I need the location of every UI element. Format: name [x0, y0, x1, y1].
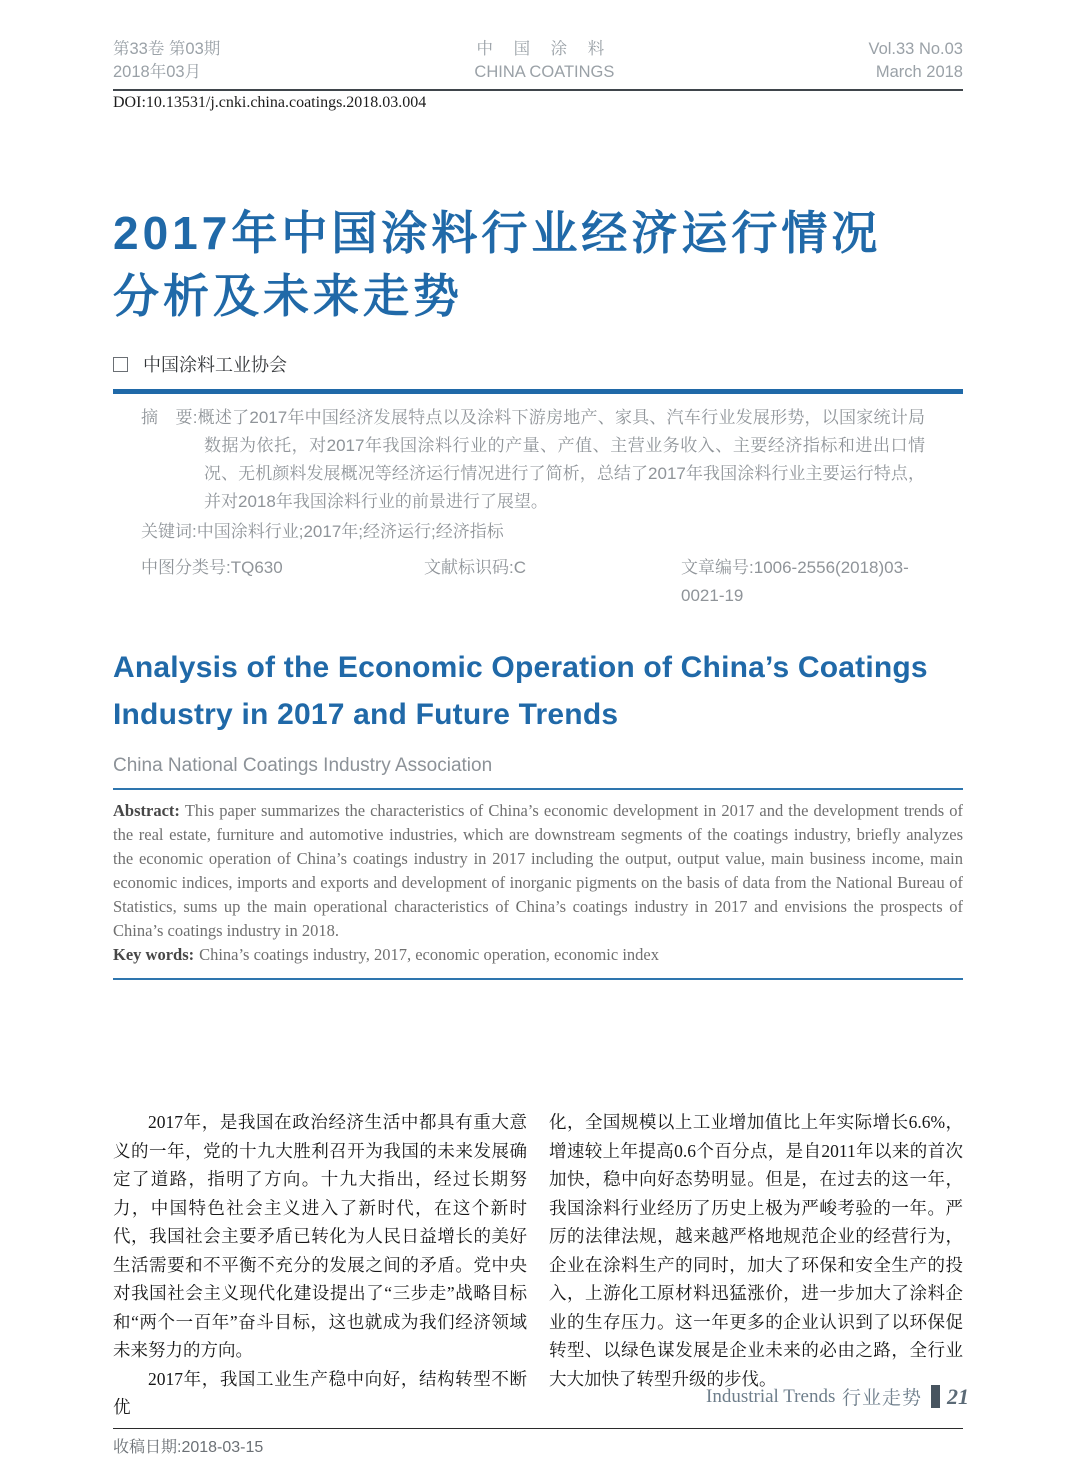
article-title-zh-line2: 分析及未来走势 [113, 270, 463, 322]
abstract-zh-paragraph [141, 404, 925, 516]
author-en: China National Coatings Industry Association [113, 755, 493, 776]
article-title-zh-line1: 2017年中国涂料行业经济运行情况 [113, 207, 882, 259]
header-right [868, 38, 963, 84]
volume-issue-zh: 第33卷 第03期 [113, 40, 221, 58]
received-date-line [113, 1434, 963, 1457]
body-paragraph-1: 2017年，是我国在政治经济生活中都具有重大意义的一年，党的十九大胜利召开为我国的未来发展确定了道路，指明了方向。十九大指出，经过长期努力，中国特色社会主义进入了新时代，在这个新时代，我国社会主要矛盾已转化为人民日益增长的美好生活需要和不平衡不充分的发展之间的矛盾。党中央对我国社会主义现代化建设提出了“三步走”战略目标和“两个一百年”奋斗目标，这也就成为我们经济领域未来努力的方向。 [113, 1112, 527, 1360]
header-center [474, 38, 614, 84]
abstract-zh-text: 概述了2017年中国经济发展特点以及涂料下游房地产、家具、汽车行业发展形势，以国家统计局数据为依托，对2017年我国涂料行业的产量、产值、主营业务收入、主要经济指标和进出口情况、无机颜料发展概况等经济运行情况进行了简析，总结了2017年我国涂料行业主要运行特点，并对2018年我国涂料行业的前景进行了展望。 [197, 408, 925, 511]
page-footer [706, 1383, 969, 1410]
article-title-en: Analysis of the Economic Operation of China’s Coatings Industry in 2017 and Future Trends [113, 651, 928, 731]
page-number: 21 [947, 1383, 969, 1409]
journal-name-zh: 中 国 涂 料 [476, 40, 613, 58]
body-text [113, 1108, 963, 1422]
footer-section-zh: 行业走势 [841, 1388, 922, 1409]
article-number [681, 554, 925, 610]
volume-issue-en: Vol.33 No.03 [868, 40, 963, 58]
abstract-zh-section [113, 404, 963, 610]
body-column-left [113, 1108, 527, 1422]
abstract-zh-label: 摘 要: [141, 408, 198, 427]
article-number-value: 1006-2556(2018)03-0021-19 [681, 558, 909, 605]
received-date-value: 2018-03-15 [181, 1438, 264, 1456]
keywords-zh-line [141, 518, 925, 546]
footnote-divider [113, 1428, 963, 1429]
journal-name-en: CHINA COATINGS [474, 63, 615, 81]
document-code-label: 文献标识码: [424, 558, 514, 577]
header-left [113, 38, 220, 84]
keywords-zh-text: 中国涂料行业;2017年;经济运行;经济指标 [196, 522, 504, 541]
page-number-bar-icon [931, 1385, 940, 1408]
abstract-en-text: This paper summarizes the characteristics of China’s economic development in 2017 and the development trends of the real estate, furniture and automotive industries, which are downstream segments of the coatings industry, briefly analyzes the economic operation of China’s coatings industry in 2017 including the output, output value, main business income, main economic indices, imports and exports and development of inorganic pigments on the basis of data from the National Bureau of Statistics, sums up the main operational characteristics of China’s coatings industry in 2017 and envisions the prospects of China’s coatings industry in 2018. [113, 801, 963, 940]
title-divider-thick [113, 389, 963, 394]
abstract-en-label: Abstract: [113, 801, 180, 820]
document-code-value: C [513, 558, 527, 577]
divider-below-abstract-en [113, 978, 963, 980]
article-number-label: 文章编号: [681, 558, 754, 577]
author-row [113, 351, 963, 377]
clc-value: TQ630 [230, 558, 283, 577]
clc-label: 中图分类号: [141, 558, 231, 577]
keywords-zh-label: 关键词: [141, 522, 197, 541]
header-divider [113, 89, 963, 91]
date-en: March 2018 [875, 63, 963, 81]
body-paragraph-2-start: 2017年，我国工业生产稳中向好，结构转型不断优 [113, 1368, 527, 1417]
divider-above-abstract-en [113, 788, 963, 790]
footer-section-en: Industrial Trends [706, 1385, 836, 1407]
journal-header [113, 38, 963, 84]
abstract-en-section [113, 799, 963, 967]
keywords-en-text: China’s coatings industry, 2017, economic operation, economic index [199, 945, 659, 964]
article-title-zh [113, 202, 963, 328]
keywords-en-line [113, 943, 963, 967]
keywords-en-label: Key words: [113, 945, 195, 964]
body-paragraph-2-continued: 化，全国规模以上工业增加值比上年实际增长6.6%，增速较上年提高0.6个百分点，是自2011年以来的首次加快，稳中向好态势明显。但是，在过去的这一年，我国涂料行业经历了历史上极为严峻考验的一年。严厉的法律法规，越来越严格地规范企业的经营行为，企业在涂料生产的同时，加大了环保和安全生产的投入，上游化工原材料迅猛涨价，进一步加大了涂料企业的生存压力。这一年更多的企业认识到了以环保促转型、以绿色谋发展是企业未来的必由之路，全行业大大加快了转型升级的步伐。 [549, 1112, 963, 1389]
date-zh: 2018年03月 [113, 63, 202, 81]
document-code [424, 554, 681, 610]
received-date-label: 收稿日期: [113, 1438, 182, 1456]
abstract-en-paragraph [113, 799, 963, 943]
author-bullet-square-icon [113, 357, 128, 372]
clc-number [141, 554, 424, 610]
doi-text: DOI:10.13531/j.cnki.china.coatings.2018.03.004 [113, 94, 427, 111]
author-zh: 中国涂料工业协会 [143, 355, 287, 375]
body-column-right [549, 1108, 963, 1422]
classification-row [141, 554, 925, 610]
